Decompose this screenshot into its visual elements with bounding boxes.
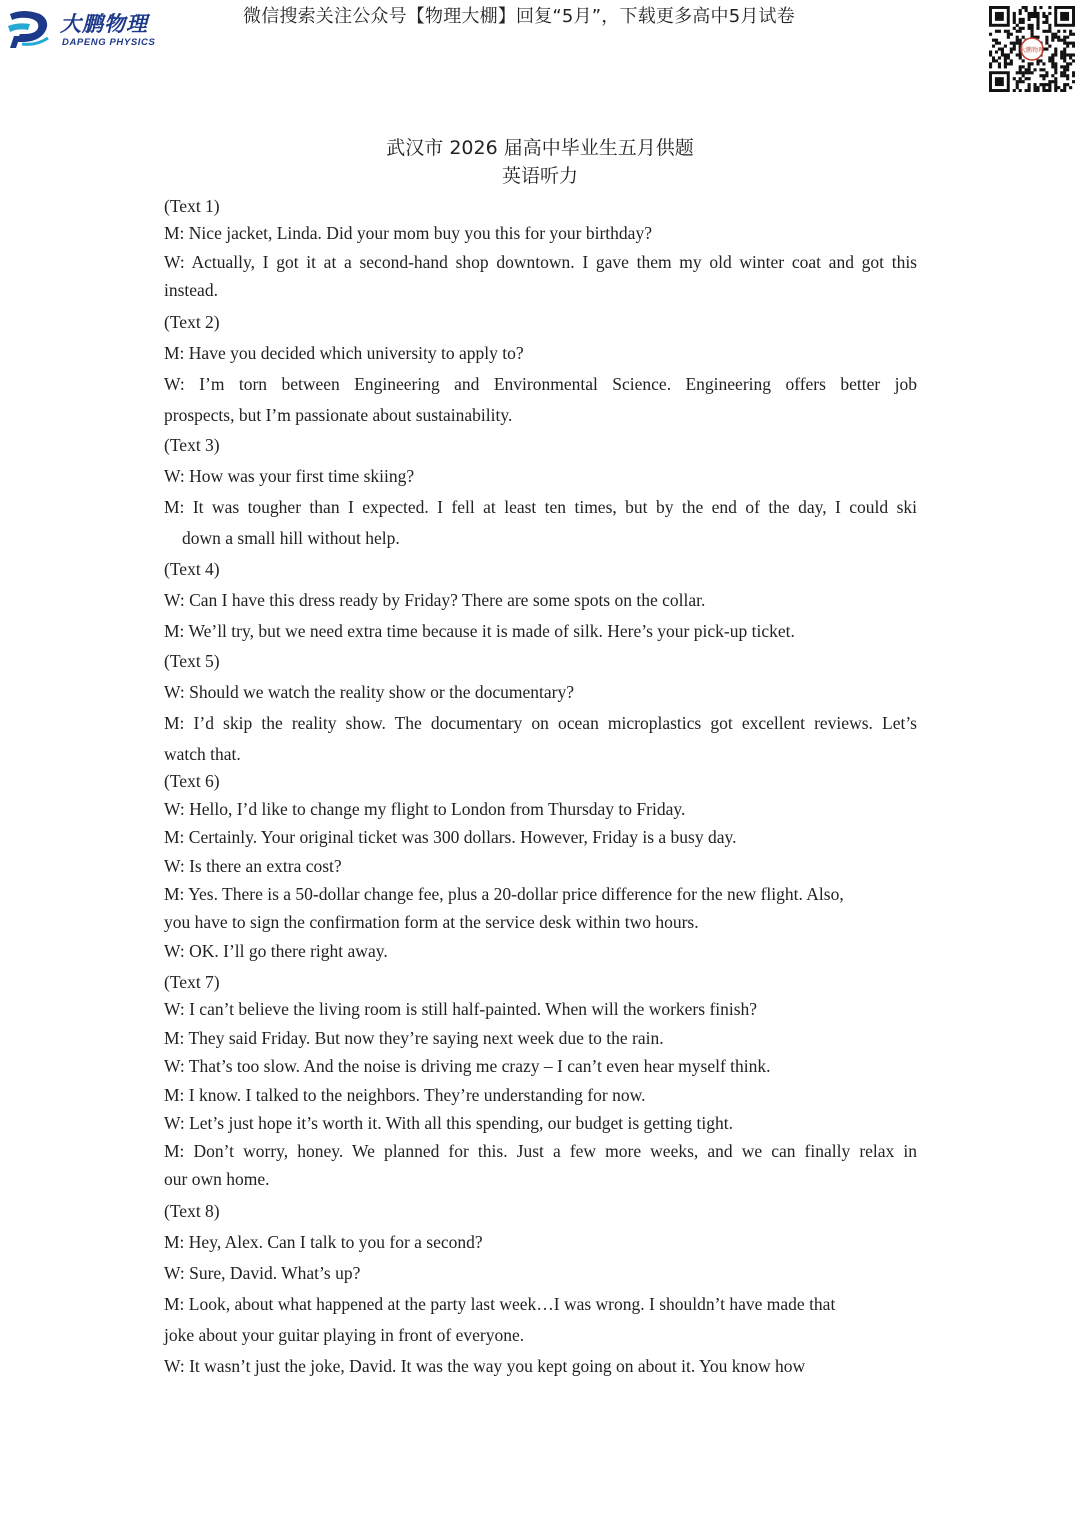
dialogue-line: W: Let’s just hope it’s worth it. With all this spending, our budget is getting tight. [164, 1113, 733, 1133]
dialogue-line: W: Actually, I got it at a second-hand shop downtown. I gave them my old winter coat and got this [164, 252, 917, 272]
exam-title: 武汉市 2026 届高中毕业生五月供题 [386, 137, 694, 159]
dialogue-line: W: It wasn’t just the joke, David. It was the way you kept going on about it. You know how [164, 1356, 806, 1376]
dialogue-line: W: Can I have this dress ready by Friday? There are some spots on the collar. [164, 590, 706, 610]
dialogue-line: joke about your guitar playing in front of everyone. [164, 1325, 525, 1345]
dialogue-line: M: We’ll try, but we need extra time because it is made of silk. Here’s your pick-up ticket. [164, 621, 795, 641]
text-heading: (Text 5) [164, 651, 220, 671]
text-heading: (Text 1) [164, 196, 220, 216]
dialogue-line: watch that. [164, 744, 241, 764]
dialogue-line: M: It was tougher than I expected. I fell at least ten times, but by the end of the day, I could ski [164, 497, 917, 517]
text-heading: (Text 2) [164, 312, 220, 332]
qr-stamp-text: 大鹏物理 [1019, 47, 1045, 54]
dialogue-line: W: How was your first time skiing? [164, 466, 415, 486]
exam-subtitle: 英语听力 [501, 165, 578, 187]
dialogue-line: W: Is there an extra cost? [164, 856, 342, 876]
dialogue-line: W: Sure, David. What’s up? [164, 1263, 361, 1283]
dialogue-line: instead. [164, 280, 218, 300]
text-heading: (Text 7) [164, 972, 220, 992]
dialogue-line: M: Look, about what happened at the party last week…I was wrong. I shouldn’t have made that [164, 1294, 836, 1314]
header-notice: 微信搜索关注公众号【物理大棚】回复“5月”，下载更多高中5月试卷 [243, 6, 795, 27]
text-heading: (Text 3) [164, 435, 220, 455]
dialogue-line: prospects, but I’m passionate about sustainability. [164, 405, 513, 425]
dialogue-line: down a small hill without help. [182, 528, 400, 548]
dialogue-line: M: Nice jacket, Linda. Did your mom buy you this for your birthday? [164, 223, 652, 243]
dialogue-line: W: OK. I’ll go there right away. [164, 941, 388, 961]
dialogue-line: W: I can’t believe the living room is still half-painted. When will the workers finish? [164, 999, 758, 1019]
dapeng-physics-logo [6, 6, 166, 52]
dialogue-line: M: I know. I talked to the neighbors. They’re understanding for now. [164, 1085, 646, 1105]
logo-mark-icon [6, 6, 54, 50]
dialogue-line: W: Should we watch the reality show or the documentary? [164, 682, 574, 702]
dialogue-line: M: Have you decided which university to apply to? [164, 343, 524, 363]
dialogue-line: M: I’d skip the reality show. The documentary on ocean microplastics got excellent reviews. Let’s [164, 713, 917, 733]
dialogue-line: W: I’m torn between Engineering and Environmental Science. Engineering offers better job [164, 374, 917, 394]
logo-english-text: DAPENG PHYSICS [62, 37, 156, 48]
logo-chinese-text: 大鹏物理 [60, 12, 148, 36]
text-heading: (Text 4) [164, 559, 220, 579]
qr-code-icon [989, 6, 1075, 92]
dialogue-line: you have to sign the confirmation form at the service desk within two hours. [164, 912, 699, 932]
dialogue-line: our own home. [164, 1169, 270, 1189]
dialogue-line: W: That’s too slow. And the noise is driving me crazy – I can’t even hear myself think. [164, 1056, 771, 1076]
dialogue-line: M: Certainly. Your original ticket was 300 dollars. However, Friday is a busy day. [164, 827, 737, 847]
dialogue-line: M: Yes. There is a 50-dollar change fee, plus a 20-dollar price difference for the new flight. Also, [164, 884, 844, 904]
dialogue-line: M: They said Friday. But now they’re saying next week due to the rain. [164, 1028, 664, 1048]
dialogue-line: M: Don’t worry, honey. We planned for this. Just a few more weeks, and we can finally relax in [164, 1141, 917, 1161]
dialogue-line: M: Hey, Alex. Can I talk to you for a second? [164, 1232, 483, 1252]
text-heading: (Text 6) [164, 771, 220, 791]
text-heading: (Text 8) [164, 1201, 220, 1221]
dialogue-line: W: Hello, I’d like to change my flight to London from Thursday to Friday. [164, 799, 686, 819]
